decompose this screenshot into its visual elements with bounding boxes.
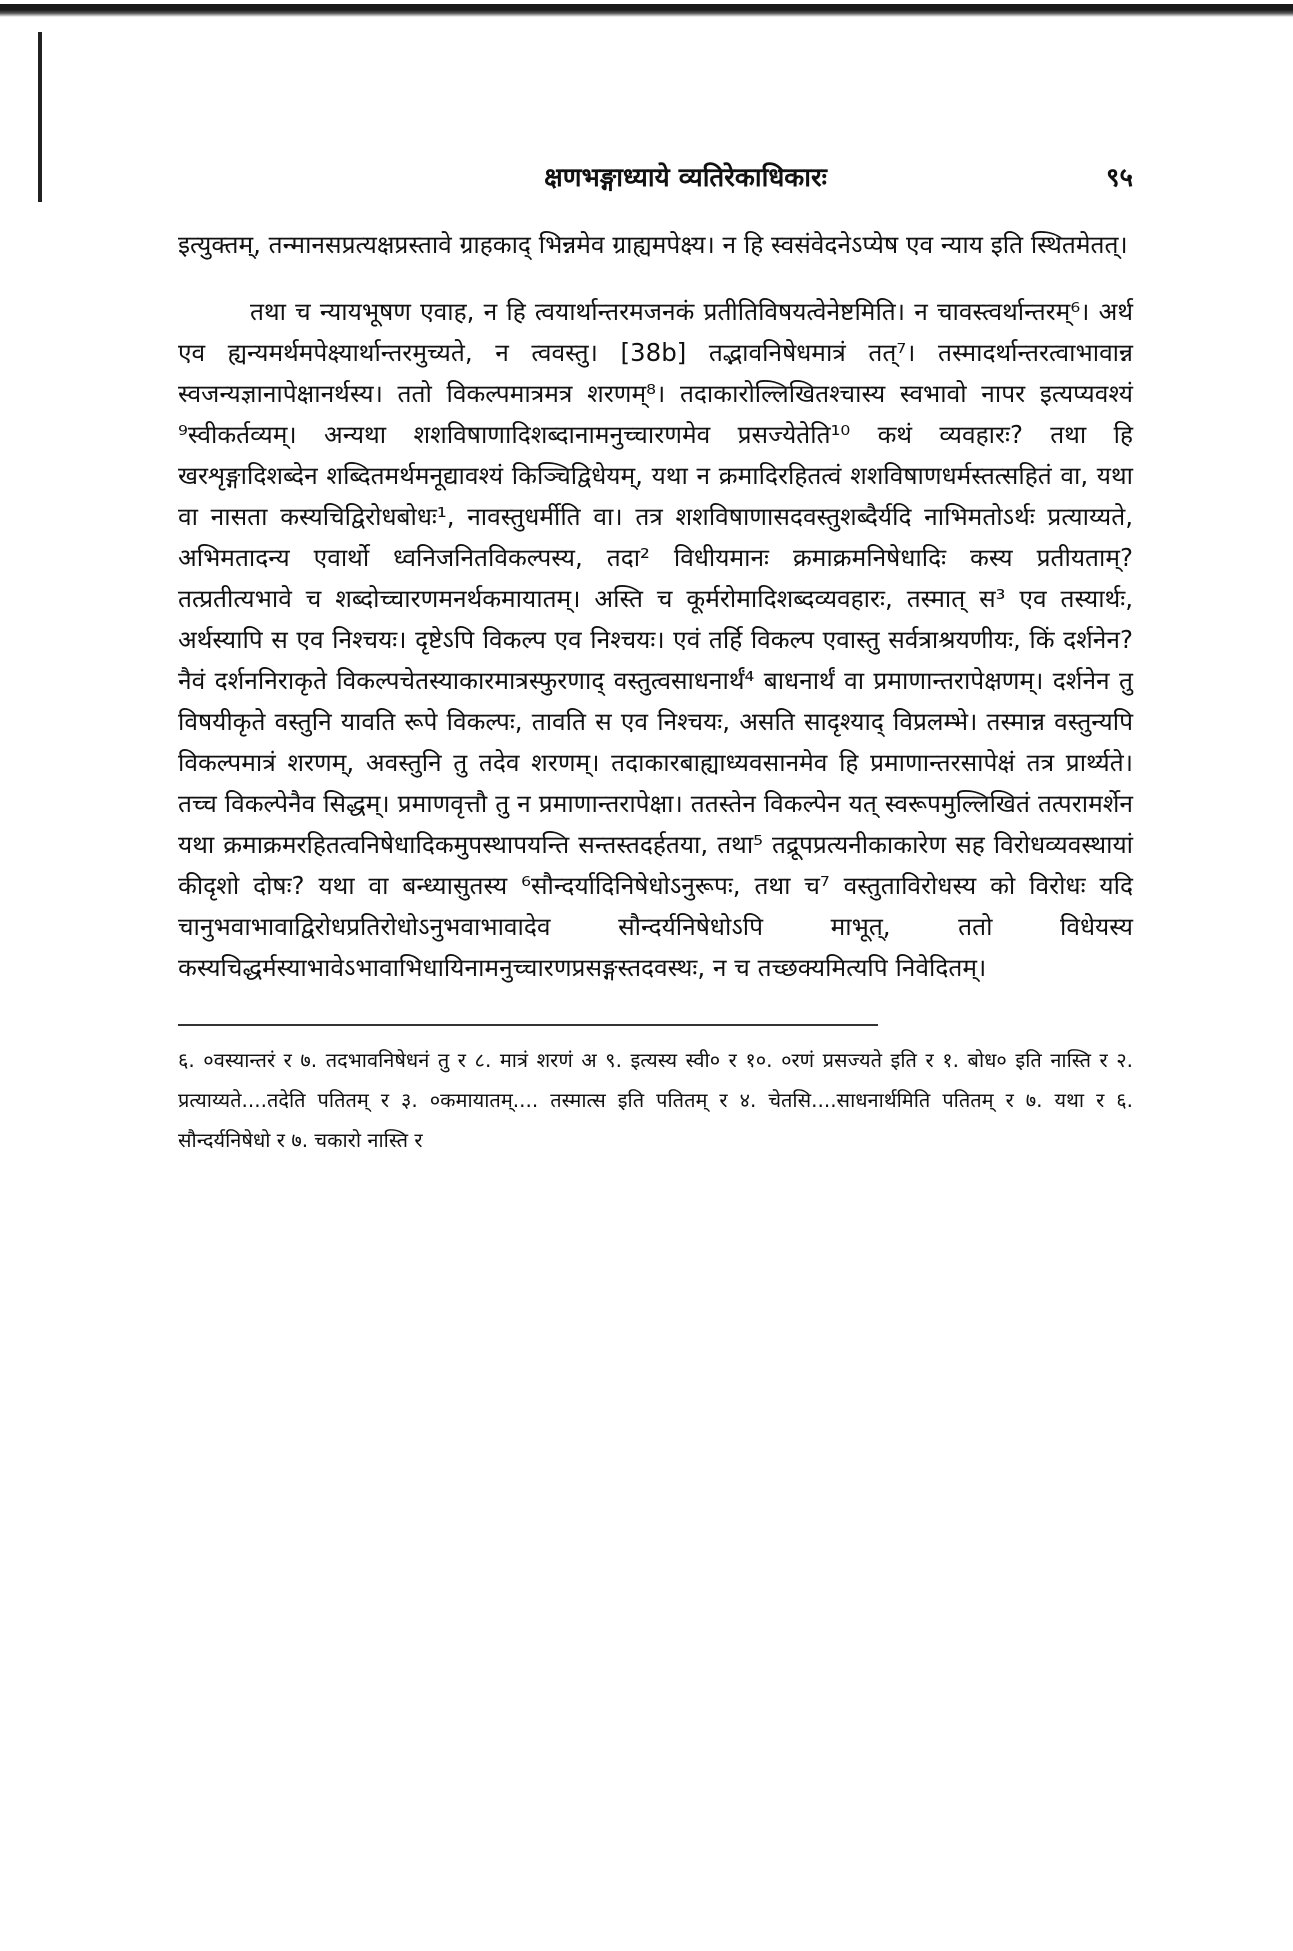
top-scan-border [0, 4, 1293, 17]
body-paragraph-2: तथा च न्यायभूषण एवाह, न हि त्वयार्थान्तरमजनकं प्रतीतिविषयत्वेनेष्टमिति। न चावस्त्वर्थान्तरम्⁶। अर्थ एव ह्यन्यमर्थमपेक्ष्यार्थान्तरमुच्यते, न त्ववस्तु। [38b] तद्भावनिषेधमात्रं तत्⁷। तस्मादर्थान्तरत्वाभावान्न स्वजन्यज्ञानापेक्षानर्थस्य। ततो विकल्पमात्रमत्र शरणम्⁸। तदाकारोल्लिखितश्चास्य स्वभावो नापर इत्यप्यवश्यं ⁹स्वीकर्तव्यम्। अन्यथा शशविषाणादिशब्दानामनुच्चारणमेव प्रसज्येतेति¹⁰ कथं व्यवहारः? तथा हि खरशृङ्गादिशब्देन शब्दितमर्थमनूद्यावश्यं किञ्चिद्विधेयम्, यथा न क्रमादिरहितत्वं शशविषाणधर्मस्तत्सहितं वा, यथा वा नासता कस्यचिद्विरोधबोधः¹, नावस्तुधर्मीति वा। तत्र शशविषाणासदवस्तुशब्दैर्यदि नाभिमतोऽर्थः प्रत्याय्यते, अभिमतादन्य एवार्थो ध्वनिजनितविकल्पस्य, तदा² विधीयमानः क्रमाक्रमनिषेधादिः कस्य प्रतीयताम्? तत्प्रतीत्यभावे च शब्दोच्चारणमनर्थकमायातम्। अस्ति च कूर्मरोमादिशब्दव्यवहारः, तस्मात् स³ एव तस्यार्थः, अर्थस्यापि स एव निश्चयः। दृष्टेऽपि विकल्प एव निश्चयः। एवं तर्हि विकल्प एवास्तु सर्वत्राश्रयणीयः, किं दर्शनेन? नैवं दर्शननिराकृते विकल्पचेतस्याकारमात्रस्फुरणाद् वस्तुत्वसाधनार्थं⁴ बाधनार्थं वा प्रमाणान्तरापेक्षणम्। दर्शनेन तु विषयीकृते वस्तुनि यावति रूपे विकल्पः, तावति स एव निश्चयः, असति सादृश्याद् विप्रलम्भे। तस्मान्न वस्तुन्यपि विकल्पमात्रं शरणम्, अवस्तुनि तु तदेव शरणम्। तदाकारबाह्याध्यवसानमेव हि प्रमाणान्तरसापेक्षं तत्र प्रार्थ्यते। तच्च विकल्पेनैव सिद्धम्। प्रमाणवृत्तौ तु न प्रमाणान्तरापेक्षा। ततस्तेन विकल्पेन यत् स्वरूपमुल्लिखितं तत्परामर्शेन यथा क्रमाक्रमरहितत्वनिषेधादिकमुपस्थापयन्ति सन्तस्तदर्हतया, तथा⁵ तद्रूपप्रत्यनीकाकारेण सह विरोधव्यवस्थायां कीदृशो दोषः? यथा वा बन्ध्यासुतस्य ⁶सौन्दर्यादिनिषेधोऽनुरूपः, तथा च⁷ वस्तुताविरोधस्य को विरोधः यदि चानुभवाभावाद्विरोधप्रतिरोधोऽनुभवाभावादेव सौन्दर्यनिषेधोऽपि माभूत्, ततो विधेयस्य कस्यचिद्धर्मस्याभावेऽभावाभिधायिनामनुच्चारणप्रसङ्गस्तदवस्थः, न च तच्छक्यमित्यपि निवेदितम्। [178, 297, 1133, 982]
body-paragraph-1: इत्युक्तम्, तन्मानसप्रत्यक्षप्रस्तावे ग्राहकाद् भिन्नमेव ग्राह्यमपेक्ष्य। न हि स्वसंवेदनेऽप्येष एव न्याय इति स्थितमेतत्। [178, 230, 1128, 259]
running-head [178, 158, 1133, 206]
footnotes: ६. ०वस्यान्तरं र ७. तदभावनिषेधनं तु र ८. मात्रं शरणं अ ९. इत्यस्य स्वी० र १०. ०रणं प्रसज्यते इति र १. बोध० इति नास्ति र २. प्रत्याय्यते....तदेति पतितम् र ३. ०कमायातम्.... तस्मात्स इति पतितम् र ४. चेतसि....साधनार्थमिति पतितम् र ७. यथा र ६. सौन्दर्यनिषेधो र ७. चकारो नास्ति र [178, 1048, 1133, 1152]
running-title: क्षणभङ्गाध्याये व्यतिरेकाधिकारः [544, 163, 827, 193]
left-scan-border [38, 32, 42, 202]
document-page [178, 158, 1133, 1160]
page-number: ९५ [1105, 163, 1133, 193]
footnote-divider [178, 1024, 878, 1026]
